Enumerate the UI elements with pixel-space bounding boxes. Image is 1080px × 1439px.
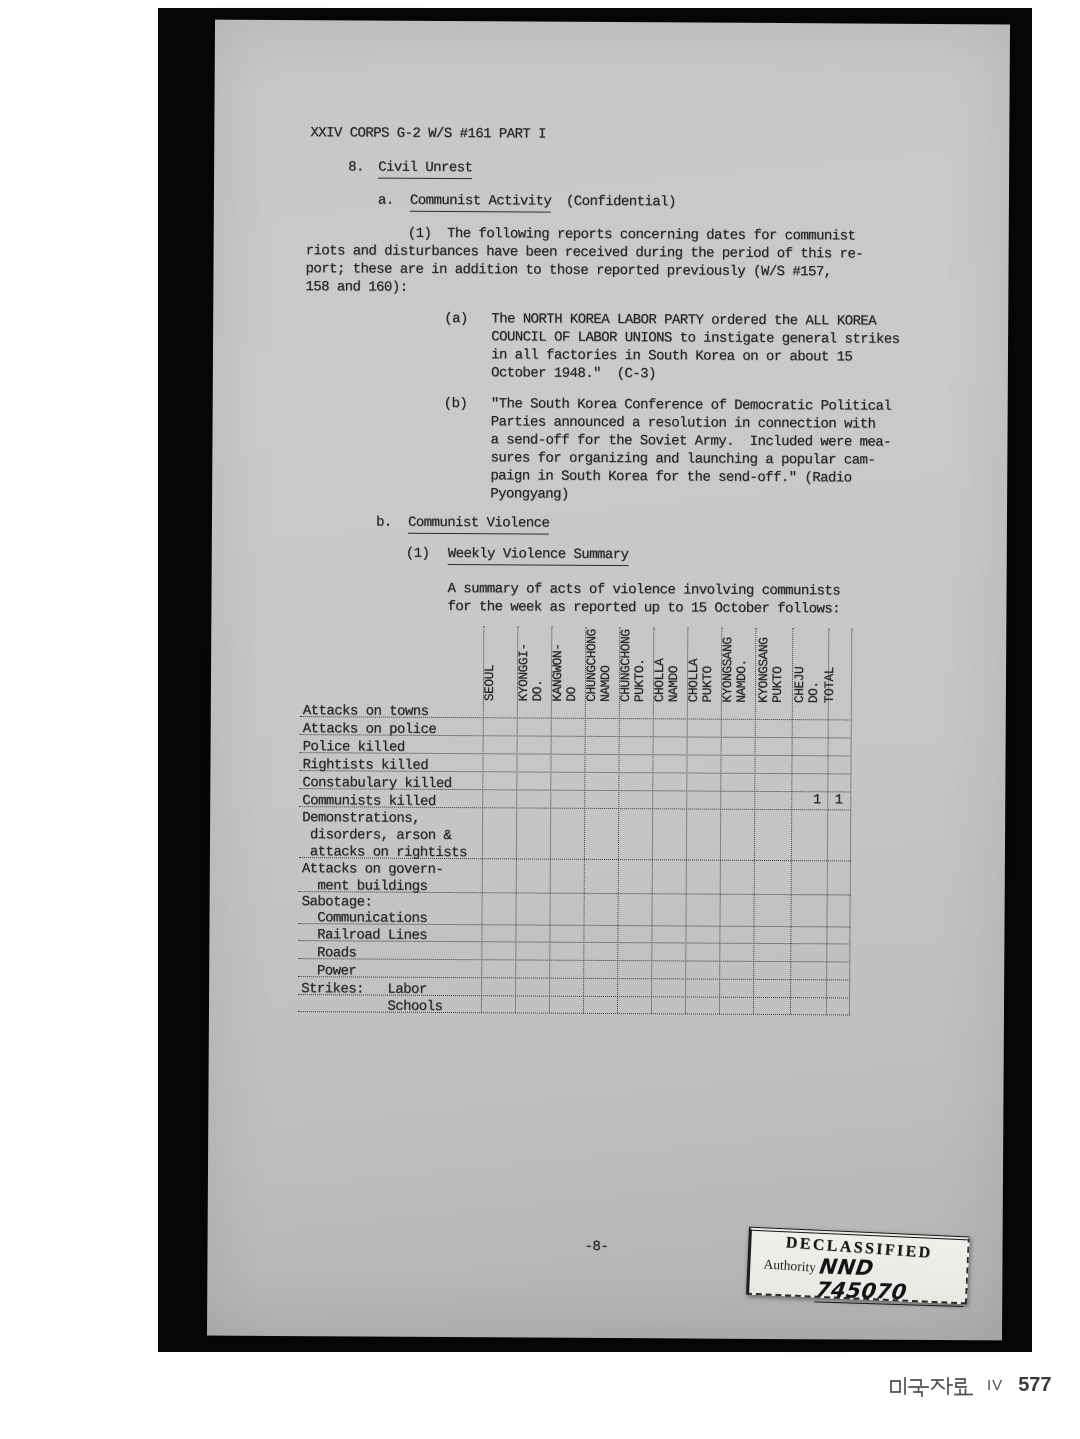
item-a-number: a.	[377, 192, 394, 209]
section-8-number: 8.	[348, 159, 364, 176]
table-column-header: CHOLLA PUKTO	[685, 658, 715, 703]
row-label: Attacks on towns	[302, 702, 429, 720]
declassified-stamp	[746, 1227, 970, 1305]
volume-label: IV	[987, 1377, 1004, 1394]
table-column-header: TOTAL	[821, 667, 838, 704]
row-label: Demonstrations, disorders, arson & attacks on rightists	[301, 809, 467, 861]
row-label: Roads	[301, 944, 357, 961]
item-b-number: b.	[375, 514, 392, 531]
stamp-title: DECLASSIFIED	[785, 1234, 934, 1262]
archive-page-number: 577	[1018, 1374, 1052, 1396]
table-column-header: SEOUL	[481, 664, 498, 702]
footer-caption	[888, 1374, 1052, 1397]
table-column-header: KANGWON- DO	[549, 643, 579, 702]
row-label: Communications	[301, 909, 428, 927]
weekly-summary-title: Weekly Violence Summary	[448, 545, 629, 566]
stamp-authority-label: Authority	[763, 1256, 817, 1275]
item-a-title: Communist Activity	[410, 192, 551, 212]
row-label: Strikes: Labor	[301, 980, 427, 998]
doc-header-line: XXIV CORPS G-2 W/S #161 PART I	[310, 125, 546, 143]
korean-text-graphic	[888, 1375, 978, 1397]
page-number: -8-	[584, 1238, 609, 1256]
table-column-header: CHUNGCHONG NAMDO	[583, 629, 613, 703]
summary-intro: A summary of acts of violence involving communists for the week as reported up to 15 October follows:	[447, 581, 841, 618]
table-column-header: KYONGSANG NAMDO.	[719, 637, 749, 703]
row-label: Schools	[300, 997, 443, 1015]
subitem-a: (a) The NORTH KOREA LABOR PARTY ordered the ALL KOREA COUNCIL OF LABOR UNIONS to instigate general strikes in all factories in South Korea on or about 15 October 1948." (C-3)	[443, 310, 900, 383]
table-column-header: KYONGSANG PUKTO	[755, 637, 785, 704]
confidential-note: (Confidential)	[565, 193, 676, 211]
paragraph-1: (1) The following reports concerning dates for communist riots and disturbances have been received during the period of this re- port; these are in addition to those reported previously (W/S #157, 158 and 160):	[305, 225, 864, 296]
row-label: Communists killed	[302, 792, 436, 810]
document-page	[207, 20, 1010, 1341]
cell-value-cheju-do: 1	[812, 792, 822, 809]
cell-value-total: 1	[834, 792, 844, 809]
row-label: Railroad Lines	[301, 926, 428, 944]
table-column-header: CHEJU DO.	[791, 666, 821, 704]
weekly-summary-number: (1)	[405, 545, 430, 562]
item-b-title: Communist Violence	[408, 514, 549, 534]
table-column-header: KYONGGI- DO.	[515, 643, 545, 702]
row-label: Constabulary killed	[302, 774, 452, 792]
row-label: Attacks on police	[302, 720, 437, 738]
row-label: Sabotage:	[301, 893, 373, 911]
table-column-header: CHOLLA NAMDO	[651, 658, 681, 703]
table-column-header: CHUNGCHONG PUKTO.	[617, 629, 647, 703]
subitem-b: (b) "The South Korea Conference of Democratic Political Parties announced a resolution in connection with a send-off for the Soviet Army. Included were mea- sures for organizing and launching a popular cam- paign in South Korea for the send-off." (Radio Pyongyang)	[443, 395, 892, 503]
row-label: Attacks on govern- ment buildings	[301, 860, 444, 895]
row-label: Power	[301, 962, 357, 979]
section-8-title: Civil Unrest	[378, 159, 472, 179]
violence-table	[298, 625, 852, 1014]
table-row	[299, 806, 851, 861]
stamp-authority-number: NND 745070	[814, 1256, 970, 1308]
row-label: Rightists killed	[302, 756, 429, 774]
row-label: Police killed	[302, 738, 405, 756]
table-row	[299, 857, 851, 895]
table-row	[298, 994, 850, 1015]
